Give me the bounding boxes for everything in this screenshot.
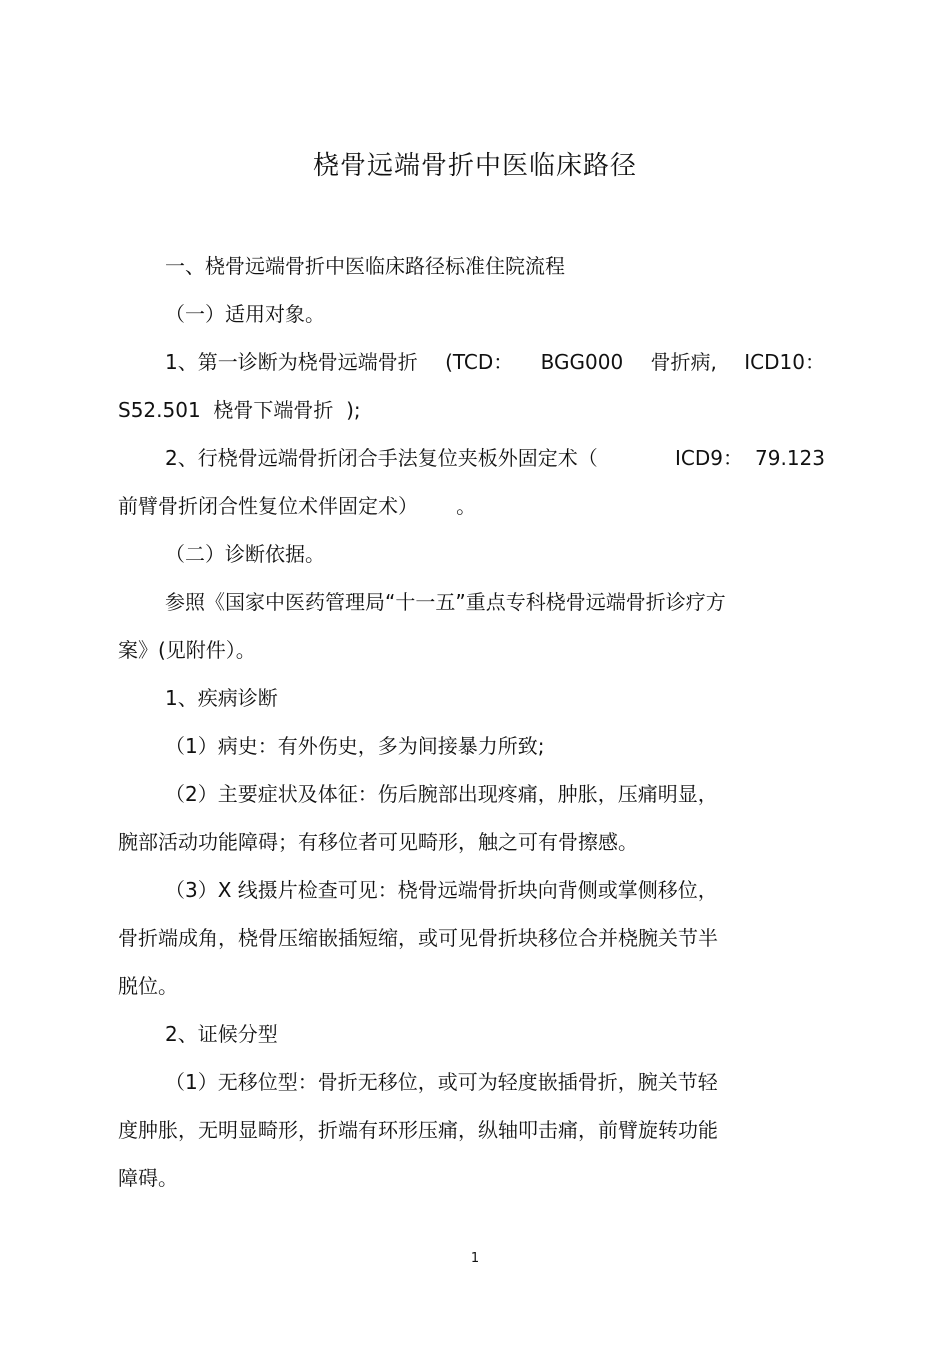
text-segment: 79.123 xyxy=(755,446,825,470)
paragraph-line: （2）主要症状及体征：伤后腕部出现疼痛，肿胀，压痛明显， xyxy=(165,782,718,806)
paragraph-line: 腕部活动功能障碍；有移位者可见畸形，触之可有骨擦感。 xyxy=(118,830,638,854)
paragraph-line: 骨折端成角，桡骨压缩嵌插短缩，或可见骨折块移位合并桡腕关节半 xyxy=(118,926,718,950)
paragraph-line: 前臂骨折闭合性复位术伴固定术） 。 xyxy=(118,494,477,518)
paragraph-line: S52.501 桡骨下端骨折 ); xyxy=(118,398,361,422)
section-heading-1: 一、桡骨远端骨折中医临床路径标准住院流程 xyxy=(165,254,565,278)
text-segment: ICD9： xyxy=(675,446,744,470)
item-heading: 2、证候分型 xyxy=(165,1022,278,1046)
paragraph-line: 度肿胀，无明显畸形，折端有环形压痛，纵轴叩击痛，前臂旋转功能 xyxy=(118,1118,718,1142)
text-segment: ICD10： xyxy=(744,350,825,374)
subsection-heading-1: （一）适用对象。 xyxy=(165,302,325,326)
paragraph-line: 脱位。 xyxy=(118,974,178,998)
text-segment: 1、第一诊断为桡骨远端骨折 xyxy=(165,350,418,374)
document-title: 桡骨远端骨折中医临床路径 xyxy=(312,151,637,181)
paragraph-line: 参照《国家中医药管理局“十一五”重点专科桡骨远端骨折诊疗方 xyxy=(165,590,726,614)
text-segment: (TCD： xyxy=(445,350,514,374)
paragraph-line-justified xyxy=(165,348,825,376)
text-segment: 骨折病, xyxy=(650,350,717,374)
paragraph-line: （1）无移位型：骨折无移位，或可为轻度嵌插骨折，腕关节轻 xyxy=(165,1070,718,1094)
text-segment: 2、行桡骨远端骨折闭合手法复位夹板外固定术（ xyxy=(165,446,598,470)
page-number: 1 xyxy=(470,1251,480,1266)
paragraph-line: 案》(见附件）。 xyxy=(118,638,256,662)
subsection-heading-2: （二）诊断依据。 xyxy=(165,542,325,566)
paragraph-line: （1）病史：有外伤史，多为间接暴力所致; xyxy=(165,734,545,758)
item-heading: 1、疾病诊断 xyxy=(165,686,278,710)
code-group xyxy=(675,444,825,472)
text-segment: BGG000 xyxy=(540,350,624,374)
paragraph-line: 障碍。 xyxy=(118,1166,178,1190)
paragraph-line-justified xyxy=(165,444,825,472)
paragraph-line: （3）X 线摄片检查可见：桡骨远端骨折块向背侧或掌侧移位， xyxy=(165,878,718,902)
